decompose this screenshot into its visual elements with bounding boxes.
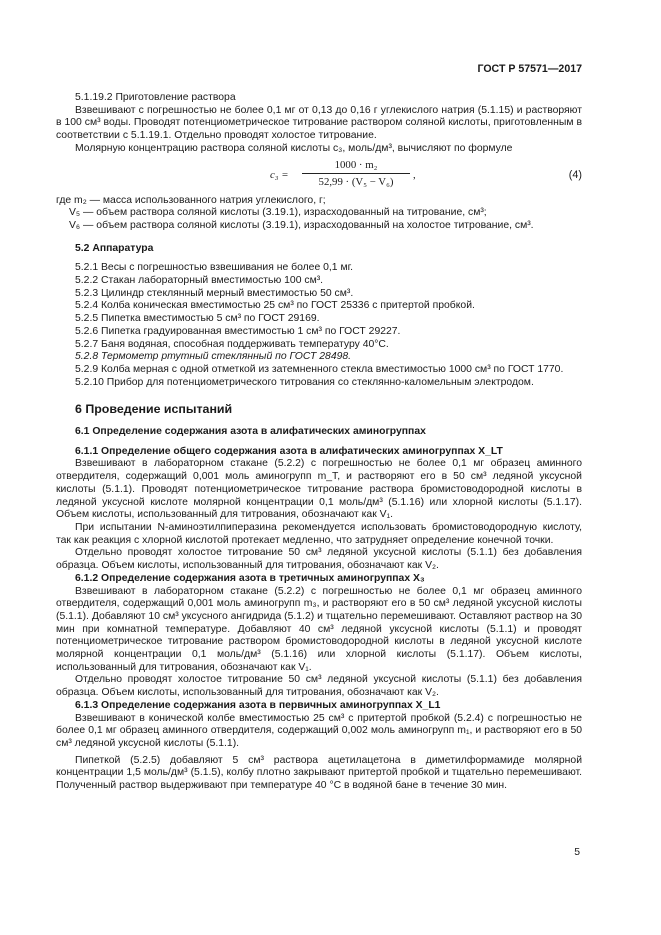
paragraph: Молярную концентрацию раствора соляной кислоты c₃, моль/дм³, вычисляют по формуле <box>75 142 513 154</box>
list-item: 5.2.5 Пипетка вместимостью 5 см³ по ГОСТ 29169. <box>75 313 320 325</box>
formula-comma: , <box>413 168 416 181</box>
paragraph: Взвешивают в лабораторном стакане (5.2.2) с погрешностью не более 0,1 мг образец аминного отвердителя, содержащий 0,001 моль аминогрупп m₃, и растворяют его в 50 см³ ледяной уксусной кислоты (5.1.1). Добавляют 10 см³ уксусного ангидрида (5.1.2) и тщательно перемешивают. Оставляют раствор на 30 мин при комнатной температуре. Добавляют 40 см³ ледяной уксусной кислоты (5.1.1) и проводят потенциометрическое титрование раствором бромистоводородной кислоты в ледяной уксусной кислоте молярной концентрации 0,1 моль/дм³ (5.1.16) или хлорной кислоты (5.1.17). Объем кислоты, использованный для титрования, обозначают как V₁. <box>56 585 582 673</box>
paragraph: Отдельно проводят холостое титрование 50 см³ ледяной уксусной кислоты (5.1.1) без добавления образца. Объем кислоты, использованный для титрования, обозначают как V₂. <box>56 674 582 699</box>
formula-lhs: c₃ = <box>270 168 289 181</box>
subsection-title-5-1-19-2: 5.1.19.2 Приготовление раствора <box>75 92 236 103</box>
paragraph: Взвешивают в лабораторном стакане (5.2.2) с погрешностью не более 0,1 мг образец аминного отвердителя, содержащий 0,001 моль аминогрупп m_T, и растворяют его в 50 см³ ледяной уксусной кислоты (5.1.1). Проводят потенциометрическое титрование раствора бромистоводородной кислоты в ледяной уксусной кислоте молярной концентрации 0,1 моль/дм³ (5.1.16) или хлорной кислоты (5.1.17). Объем кислоты, использованный для титрования, обозначают как V₁. <box>56 458 582 521</box>
list-item: 5.2.3 Цилиндр стеклянный мерный вместимостью 50 см³. <box>75 287 354 299</box>
formula-4 <box>56 159 582 193</box>
list-item: 5.2.8 Термометр ртутный стеклянный по ГОСТ 28498. <box>75 351 352 363</box>
formula-number: (4) <box>568 168 582 181</box>
list-item: 5.2.9 Колба мерная с одной отметкой из затемненного стекла вместимостью 1000 см³ по ГОСТ 1770. <box>75 363 564 375</box>
legend-item: где m₂ — масса использованного натрия углекислого, г; <box>56 194 326 206</box>
paragraph: Пипеткой (5.2.5) добавляют 5 см³ раствора ацетилацетона в диметилформамиде молярной концентрации 1,5 моль/дм³ (5.1.5), колбу плотно закрывают притертой пробкой и тщательно перемешивают. Полученный раствор выдерживают при температуре 40 °С в водяной бане в течение 30 мин. <box>56 754 582 792</box>
subsection-title-6-1-3: 6.1.3 Определение содержания азота в первичных аминогруппах X_L1 <box>75 699 441 711</box>
section-title-6: 6 Проведение испытаний <box>75 402 233 417</box>
list-item: 5.2.6 Пипетка градуированная вместимостью 1 см³ по ГОСТ 29227. <box>75 325 401 337</box>
paragraph: Взвешивают с погрешностью не более 0,1 мг от 0,13 до 0,16 г углекислого натрия (5.1.15) и растворяют в 100 см³ воды. Проводят потенциометрическое титрование раствором соляной кислоты, приготовленным в соответствии с 5.1.19.1. Отдельно проводят холостое титрование. <box>56 104 582 142</box>
paragraph: Взвешивают в конической колбе вместимостью 25 см³ с притертой пробкой (5.2.4) с погрешностью не более 0,1 мг образец аминного отвердителя, содержащий 0,002 моль аминогрупп m₁, и растворяют его в 50 см³ ледяной уксусной кислоты (5.1.1). <box>56 712 582 749</box>
formula-fraction <box>300 159 412 189</box>
legend-item: V₅ — объем раствора соляной кислоты (3.19.1), израсходованный на титрование, см³; <box>69 207 487 219</box>
page-number: 5 <box>574 847 580 858</box>
paragraph: Отдельно проводят холостое титрование 50 см³ ледяной уксусной кислоты (5.1.1) без добавления образца. Объем кислоты, использованный для титрования, обозначают как V₂. <box>56 547 582 572</box>
subsection-title-6-1-1: 6.1.1 Определение общего содержания азота в алифатических аминогруппах X_LT <box>75 445 503 457</box>
list-item: 5.2.7 Баня водяная, способная поддерживать температуру 40°С. <box>75 338 389 350</box>
document-code: ГОСТ Р 57571—2017 <box>477 63 582 75</box>
page-body <box>56 92 582 793</box>
list-item: 5.2.10 Прибор для потенциометрического титрования со стеклянно-каломельным электродом. <box>75 376 534 388</box>
list-item: 5.2.1 Весы с погрешностью взвешивания не более 0,1 мг. <box>75 262 354 274</box>
list-item: 5.2.2 Стакан лабораторный вместимостью 100 см³. <box>75 275 324 287</box>
subsection-title-6-1-2: 6.1.2 Определение содержания азота в третичных аминогруппах X₃ <box>75 572 425 584</box>
formula-legend <box>56 195 582 233</box>
section-title-5-2: 5.2 Аппаратура <box>75 242 154 254</box>
subsection-title-6-1: 6.1 Определение содержания азота в алифатических аминогруппах <box>75 426 426 438</box>
paragraph: При испытании N-аминоэтилпиперазина рекомендуется использовать бромистоводородную кислоту, так как реакция с хлорной кислотой протекает медленно, что затрудняет определение конечной точки. <box>56 521 582 546</box>
formula-denominator: 52,99 · (V₅ − V₆) <box>318 176 394 189</box>
list-item: 5.2.4 Колба коническая вместимостью 25 см³ по ГОСТ 25336 с притертой пробкой. <box>75 300 475 312</box>
legend-item: V₆ — объем раствора соляной кислоты (3.19.1), израсходованный на холостое титрование, см³. <box>69 219 534 231</box>
formula-numerator: 1000 · m₂ <box>334 158 378 171</box>
